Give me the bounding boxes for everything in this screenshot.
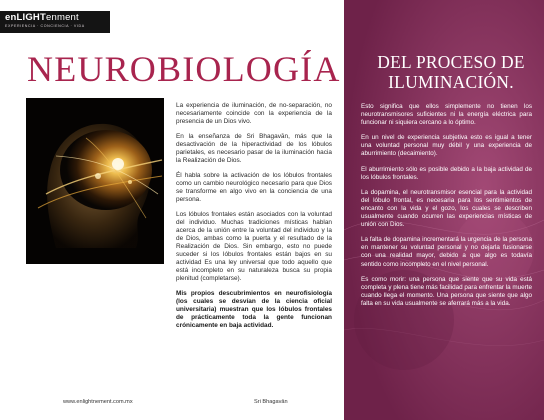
right-body-text — [361, 103, 532, 315]
paragraph: En la enseñanza de Sri Bhagavān, más que la desactivación de la hiperactividad de los lóbulos parietales, es necesario pasar de la iluminación hacia la Realización de Dios. — [176, 132, 332, 165]
paragraph: La falta de dopamina incrementará la urgencia de la persona en mantener su voluntad personal y no dejarla fusionarse con una realidad mayor, debido a que algo es todavía sentido como incompleto en el nivel personal. — [361, 236, 532, 268]
paragraph: Es como morir: una persona que siente que su vida está completa y plena tiene más facilidad para enfrentar la muerte cuando llega el momento. Una persona que siente que algo falta en su vida usualmente se aferrará más a la vida. — [361, 275, 532, 307]
brand-tagline: EXPERIENCIA · CONCIENCIA · VIDA — [5, 24, 85, 28]
paragraph: Los lóbulos frontales están asociados con la voluntad del individuo. Muchas tradiciones místicas hablan acerca de la unión entre la voluntad del individuo y la de Dios, ambas como la puerta y el resultado de la Realización de Dios. Sin embargo, esto no puede suceder si los lóbulos frontales están bajos en su actividad Es una ley universal que todo aquello que está incompleto en su naturaleza busca su propia plenitud (completarse). — [176, 210, 332, 283]
brand-logo — [0, 11, 110, 33]
footer-website-link[interactable]: www.enlightnement.com.mx — [63, 399, 133, 405]
right-page — [344, 0, 544, 420]
highlight-paragraph: Mis propios descubrimientos en neurofisiología (los cuales se desvían de la ciencia oficial universitaria) muestran que los lóbulos frontales de prácticamente toda la gente funcionan crónicamente en baja actividad. — [176, 289, 332, 330]
subtitle-line: ILUMINACIÓN. — [388, 72, 514, 92]
left-body-text — [176, 102, 332, 337]
page-title: NEUROBIOLOGÍA — [27, 49, 341, 89]
paragraph: La experiencia de iluminación, de no-separación, no necesariamente coincide con la experiencia de la presencia de un Dios vivo. — [176, 102, 332, 126]
brain-illustration — [26, 98, 164, 264]
paragraph: Él habla sobre la activación de los lóbulos frontales como un cambio neurológico necesario para que Dios se transforme en algo vivo en la conciencia de una persona. — [176, 171, 332, 203]
footer-source: Sri Bhagavān — [254, 399, 288, 405]
paragraph: En un nivel de experiencia subjetiva esto es igual a tener una voluntad personal muy débil y una experiencia de aburrimiento (decaimiento). — [361, 134, 532, 158]
section-subtitle — [356, 52, 544, 92]
paragraph: Esto significa que ellos simplemente no tienen los neurotransmisores suficientes ni la energía eléctrica para funcionar ni siquiera cercano a lo óptimo. — [361, 103, 532, 127]
paragraph: El aburrimiento sólo es posible debido a la baja actividad de los lóbulos frontales. — [361, 165, 532, 181]
brand-name-light: enLIGHT — [5, 12, 46, 23]
brand-name-rest: enment — [45, 12, 79, 23]
subtitle-line: DEL PROCESO DE — [377, 52, 525, 72]
paragraph: La dopamina, el neurotransmisor esencial para la actividad del lóbulo frontal, es necesaria para los sentimientos de encanto con la vida y el gozo, los cuales se describen usualmente cuando ocurren las experiencias místicas de unión con Dios. — [361, 188, 532, 229]
